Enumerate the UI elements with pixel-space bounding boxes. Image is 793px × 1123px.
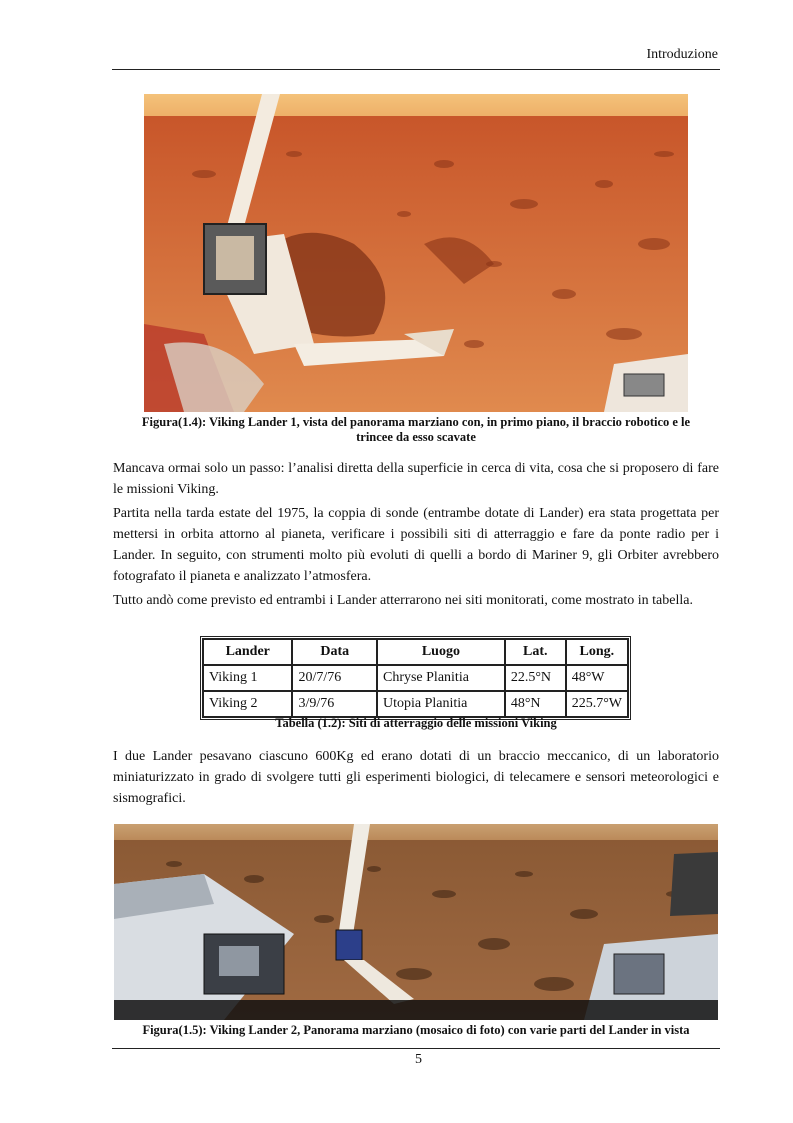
table-row bbox=[203, 691, 628, 717]
table-cell: Viking 1 bbox=[203, 665, 292, 691]
table-cell: 48°W bbox=[566, 665, 628, 691]
table-cell: 22.5°N bbox=[505, 665, 566, 691]
table-cell: Utopia Planitia bbox=[377, 691, 505, 717]
paragraph-3: Tutto andò come previsto ed entrambi i Lander atterrarono nei siti monitorati, come mostrato in tabella. bbox=[113, 593, 693, 608]
column-header-lat: Lat. bbox=[505, 639, 566, 665]
figure-1-caption-line1: Figura(1.4): Viking Lander 1, vista del panorama marziano con, in primo piano, il braccio robotico e le bbox=[141, 415, 691, 429]
header-rule bbox=[112, 69, 720, 70]
figure-1-caption-line2: trincee da esso scavate bbox=[356, 430, 476, 444]
viking-lander-1-photo bbox=[144, 94, 688, 412]
table-cell: 20/7/76 bbox=[292, 665, 377, 691]
table-cell: 48°N bbox=[505, 691, 566, 717]
landing-sites-table bbox=[200, 636, 631, 720]
table-cell: 225.7°W bbox=[566, 691, 628, 717]
figure-2-caption: Figura(1.5): Viking Lander 2, Panorama marziano (mosaico di foto) con varie parti del Lander in vista bbox=[142, 1023, 690, 1037]
table-cell: Viking 2 bbox=[203, 691, 292, 717]
paragraph-1: Mancava ormai solo un passo: l’analisi diretta della superficie in cerca di vita, cosa che si proposero di fare le missioni Viking. bbox=[113, 461, 719, 497]
column-header-luogo: Luogo bbox=[377, 639, 505, 665]
table-cell: 3/9/76 bbox=[292, 691, 377, 717]
column-header-data: Data bbox=[292, 639, 377, 665]
paragraph-4: I due Lander pesavano ciascuno 600Kg ed erano dotati di un braccio meccanico, di un laboratorio miniaturizzato in grado di svolgere tutti gli esperimenti biologici, di telecamere e sensori meteorologici e sismografici. bbox=[113, 749, 719, 806]
viking-lander-2-panorama bbox=[114, 824, 718, 1020]
column-header-lander: Lander bbox=[203, 639, 292, 665]
figure-1-caption bbox=[113, 415, 719, 445]
paragraph-2: Partita nella tarda estate del 1975, la coppia di sonde (entrambe dotate di Lander) era stata progettata per mettersi in orbita attorno al pianeta, verificare i possibili siti di atterraggio e fare da ponte radio per i Lander. In seguito, con strumenti molto più evoluti di quelli a bordo di Mariner 9, gli Orbiter avrebbero fotografato il pianeta e analizzato l’atmosfera. bbox=[113, 506, 719, 584]
footer-rule bbox=[112, 1048, 720, 1049]
running-header: Introduzione bbox=[646, 47, 718, 62]
column-header-long: Long. bbox=[566, 639, 628, 665]
page-number: 5 bbox=[415, 1052, 422, 1067]
table-header-row bbox=[203, 639, 628, 665]
table-cell: Chryse Planitia bbox=[377, 665, 505, 691]
table-row bbox=[203, 665, 628, 691]
table-caption: Tabella (1.2): Siti di atterraggio delle missioni Viking bbox=[275, 716, 557, 730]
